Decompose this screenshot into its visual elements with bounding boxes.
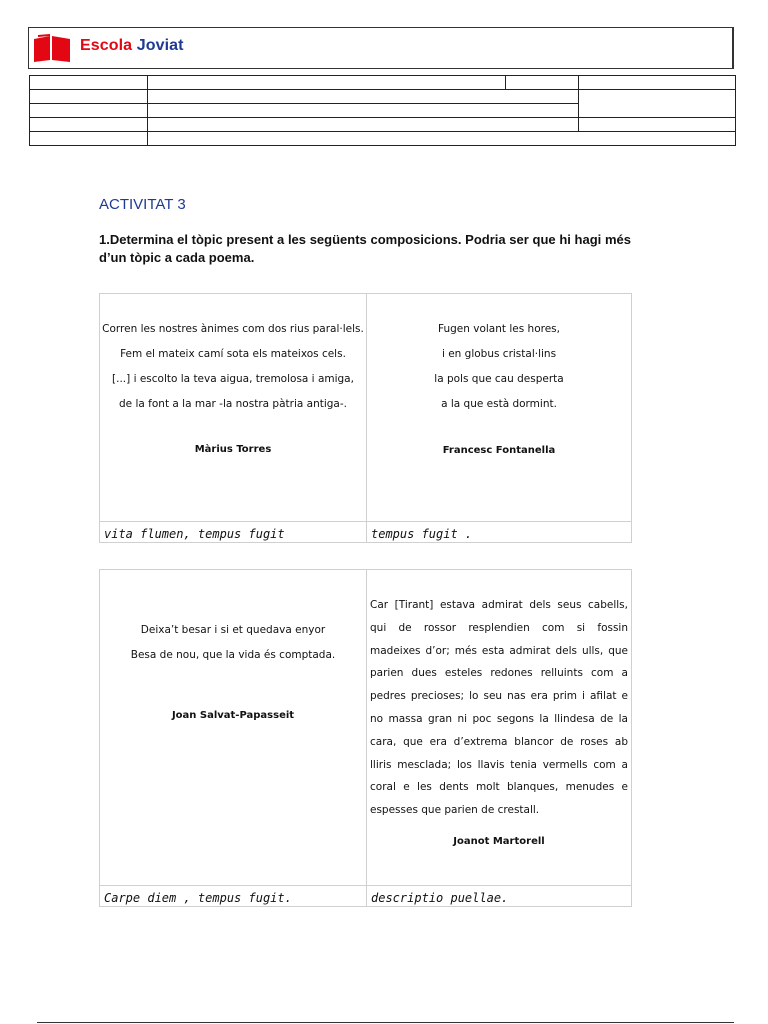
poem-verse: Fugen volant les hores, (438, 323, 560, 335)
prose-excerpt: Car [Tirant] estava admirat dels seus cabells, qui de rossor resplendien com si fossin madeixes d’or; més esta admirat dels ulls, que parien dues esteles redones relluints com a pedres precioses; lo seu nas era prim i afilat e no massa gran ni poc segons la llindesa de la cara, que era d’extrema blancor de roses ab lliris mesclada; los llavis tenia vermells com a coral e les dents molt blanques, menudes e espesses que parien de crestall. (370, 599, 628, 817)
poem-cell (367, 570, 632, 886)
info-cell (30, 76, 148, 90)
poem-cell (100, 294, 367, 522)
poem-verse: [...] i escolto la teva aigua, tremolosa i amiga, (112, 373, 354, 385)
school-name (80, 37, 184, 55)
poem-verse: Deixa’t besar i si et quedava enyor (140, 624, 326, 636)
footer-divider (37, 1022, 734, 1023)
school-name-part2: Joviat (136, 37, 184, 54)
answer-cell[interactable] (367, 886, 632, 907)
poems-table-1 (99, 293, 632, 543)
poem-verse: de la font a la mar -la nostra pàtria antiga-. (119, 398, 347, 410)
poems-table-2 (99, 569, 632, 907)
info-cell (30, 118, 148, 132)
book-logo-icon (34, 34, 70, 62)
poem-verse: a la que està dormint. (441, 398, 557, 410)
info-cell (30, 132, 148, 146)
handwritten-answer: vita flumen, tempus fugit (104, 527, 285, 541)
info-cell (148, 132, 736, 146)
poem-author: Francesc Fontanella (442, 445, 556, 456)
activity-instructions: 1.Determina el tòpic present a les següents composicions. Podria ser que hi hagi més d’un tòpic a cada poema. (99, 232, 631, 265)
info-cell (148, 104, 579, 118)
activity-title: ACTIVITAT 3 (99, 196, 186, 213)
poem-verse: Besa de nou, que la vida és comptada. (130, 649, 336, 661)
poem-verse: i en globus cristal·lins (441, 348, 557, 360)
info-cell (579, 76, 736, 90)
poem-verse: Corren les nostres ànimes com dos rius paral·lels. (102, 323, 364, 335)
poem-author: Joan Salvat-Papasseit (171, 710, 295, 721)
poem-verse: Fem el mateix camí sota els mateixos cels. (120, 348, 346, 360)
school-name-part1: Escola (80, 37, 133, 54)
handwritten-answer: Carpe diem , tempus fugit. (104, 891, 292, 905)
handwritten-answer: descriptio puellae. (371, 891, 509, 905)
poem-cell (100, 570, 367, 886)
handwritten-answer: tempus fugit . (371, 527, 473, 541)
school-header (28, 27, 734, 69)
info-cell (148, 76, 506, 90)
poem-verse: la pols que cau desperta (434, 373, 564, 385)
info-cell (579, 118, 736, 132)
info-cell (579, 90, 736, 118)
poem-cell (367, 294, 632, 522)
info-cell (148, 90, 579, 104)
answer-cell[interactable] (100, 522, 367, 543)
info-cell (506, 76, 579, 90)
info-cell (30, 104, 148, 118)
poem-author: Joanot Martorell (453, 835, 545, 847)
info-cell (148, 118, 579, 132)
answer-cell[interactable] (367, 522, 632, 543)
info-cell (30, 90, 148, 104)
answer-cell[interactable] (100, 886, 367, 907)
student-info-table (29, 75, 736, 146)
poem-author: Màrius Torres (194, 444, 272, 455)
